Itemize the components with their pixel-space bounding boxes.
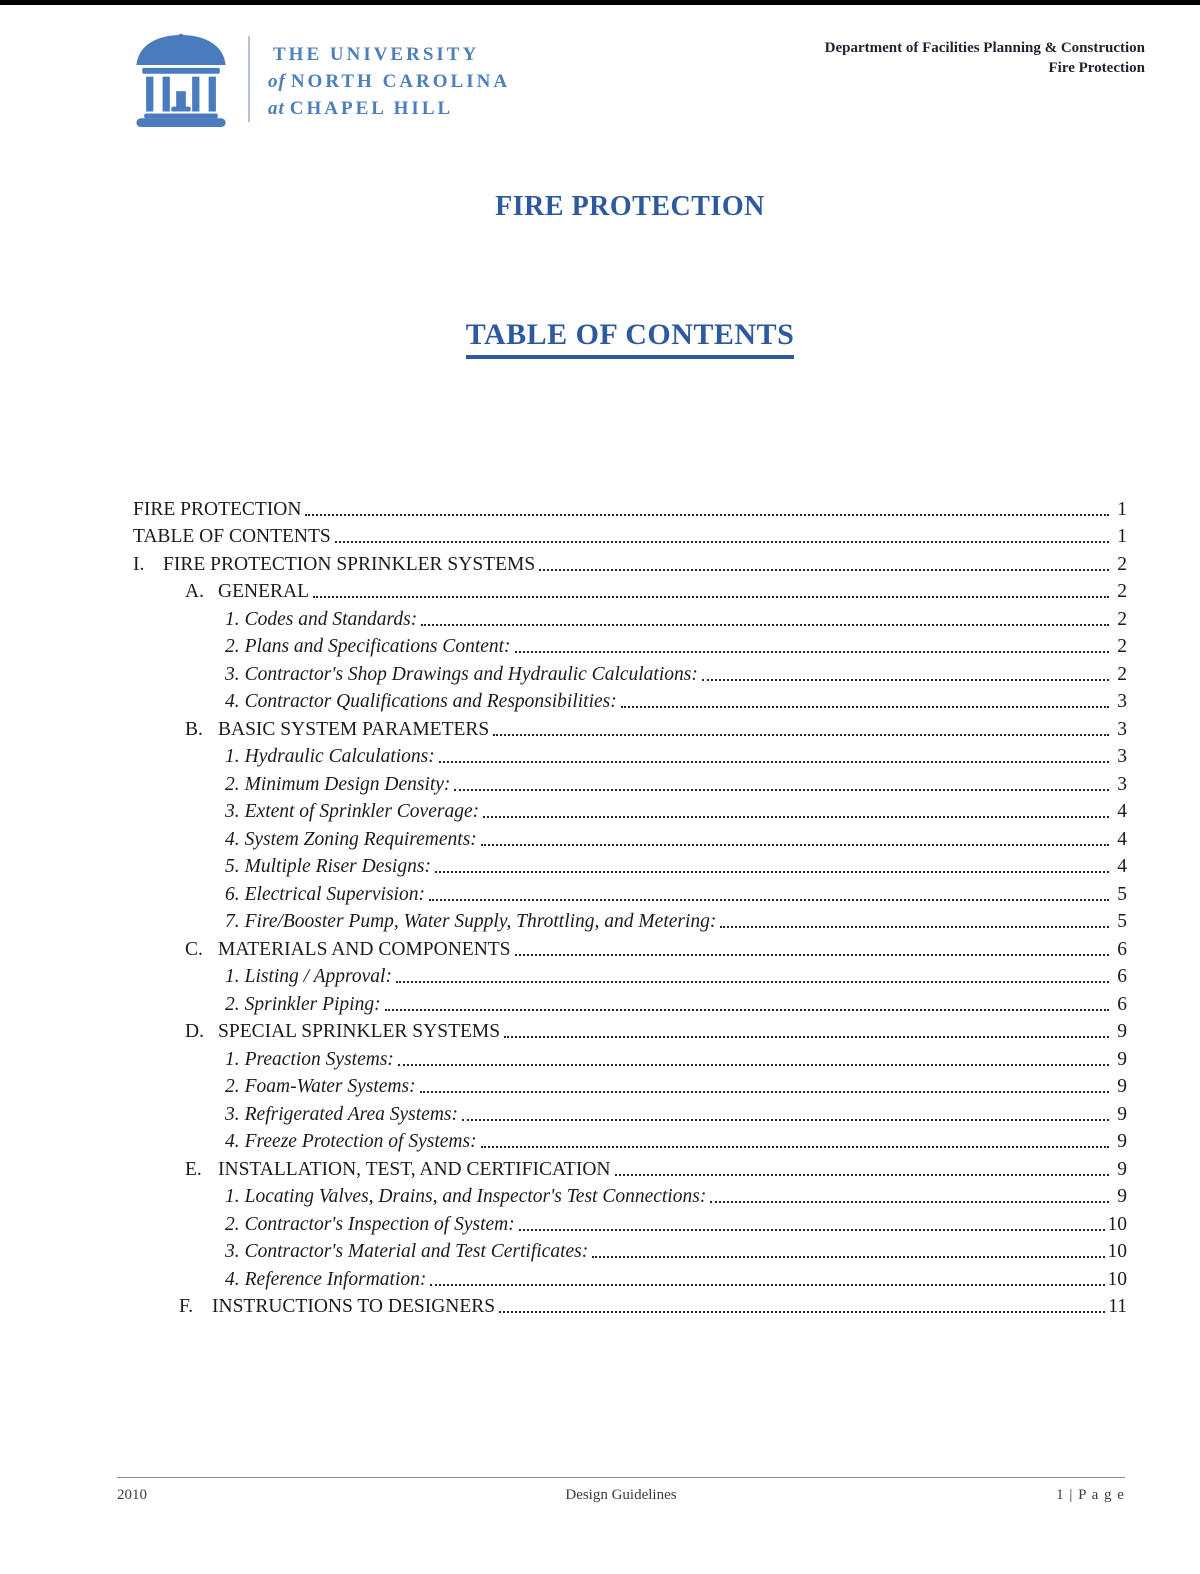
toc-page-number: 9 [1117,1076,1127,1097]
toc-entry-label: Multiple Riser Designs: [244,856,431,877]
toc-entry-label: System Zoning Requirements: [244,828,477,850]
toc-entry-number: A. [185,581,204,602]
toc-entry[interactable] [133,878,1127,906]
brand-divider [248,36,250,122]
toc-entry-number: 3. [225,1241,240,1262]
dot-leader [481,1146,1109,1148]
toc-entry-number: 2. [225,1213,240,1235]
page-header [130,33,1145,128]
toc-heading: TABLE OF CONTENTS [466,316,795,359]
toc-entry[interactable] [133,1043,1127,1071]
dot-leader [515,651,1109,653]
top-edge-bar [0,0,1200,5]
toc-entry-number: 7. [225,911,240,932]
toc-entry-label: FIRE PROTECTION [133,498,302,520]
toc-entry-label: Minimum Design Density: [244,773,451,795]
toc-entry-number: 4. [225,1268,240,1290]
toc-entry-label: FIRE PROTECTION SPRINKLER SYSTEMS [163,553,536,575]
toc-entry-label: Foam-Water Systems: [244,1076,416,1097]
dot-leader [430,1284,1104,1286]
toc-entry-number: 2. [225,773,240,795]
wordmark-line-2 [268,68,510,95]
toc-entry-label: MATERIALS AND COMPONENTS [218,938,511,960]
toc-entry[interactable] [133,933,1127,961]
toc-entry-label: Codes and Standards: [244,608,418,630]
toc-entry-label: Refrigerated Area Systems: [244,1103,458,1125]
toc-page-number: 3 [1117,773,1127,795]
toc-entry[interactable] [133,1181,1127,1209]
toc-entry-label: INSTALLATION, TEST, AND CERTIFICATION [218,1158,611,1180]
toc-entry[interactable] [133,576,1127,604]
toc-page-number: 6 [1117,993,1127,1015]
toc-entry-number: 2. [225,993,240,1015]
toc-entry-label: Fire/Booster Pump, Water Supply, Throttling, and Metering: [244,911,717,932]
toc-entry-label: Reference Information: [244,1268,427,1290]
toc-entry-number: E. [185,1158,202,1180]
toc-entry[interactable] [133,851,1127,879]
toc-page-number: 2 [1117,553,1127,575]
toc-entry-number: I. [133,553,145,575]
toc-entry-number: 1. [225,746,240,767]
wordmark-line-3 [268,95,510,122]
toc-entry-number: 5. [225,856,240,877]
dot-leader [396,981,1109,983]
toc-entry-number: 4. [225,691,240,712]
toc-page-number: 3 [1117,746,1127,767]
toc-page-number: 4 [1117,828,1127,850]
toc-page-number: 2 [1117,636,1127,657]
page-footer [117,1477,1125,1504]
dot-leader [621,706,1109,708]
dot-leader [335,541,1109,543]
toc-page-number: 4 [1117,856,1127,877]
toc-page-number: 4 [1117,801,1127,822]
toc-entry[interactable] [133,658,1127,686]
department-line-2: Fire Protection [1048,60,1145,76]
toc-entry-number: 3. [225,663,240,685]
toc-entry-number: B. [185,718,203,740]
toc-entry-label: BASIC SYSTEM PARAMETERS [218,718,490,740]
dot-leader [615,1174,1110,1176]
toc-page-number: 10 [1107,1213,1127,1235]
document-body [133,190,1127,1318]
wordmark-prefix: at [268,98,285,119]
toc-entry-number: 6. [225,883,240,905]
wordmark-prefix: of [268,71,286,92]
footer-year: 2010 [117,1487,147,1503]
dot-leader [429,899,1109,901]
unc-wordmark [268,33,510,122]
department-header [825,33,1145,78]
toc-page-number: 5 [1117,883,1127,905]
toc-entry[interactable] [133,521,1127,549]
toc-page-number: 2 [1117,581,1127,602]
toc-entry-label: INSTRUCTIONS TO DESIGNERS [212,1296,496,1317]
toc-page-number: 9 [1117,1103,1127,1125]
toc-page-number: 3 [1117,691,1127,712]
toc-entry[interactable] [133,1153,1127,1181]
toc-heading-wrap [133,316,1127,359]
toc-page-number: 2 [1117,663,1127,685]
dot-leader [504,1036,1109,1038]
toc-page-number: 3 [1117,718,1127,740]
dot-leader [481,844,1109,846]
toc-entry[interactable] [133,823,1127,851]
toc-page-number: 6 [1117,966,1127,987]
toc-entry-label: TABLE OF CONTENTS [133,526,331,547]
toc-entry[interactable] [133,796,1127,824]
dot-leader [435,871,1109,873]
dot-leader [454,789,1109,791]
toc-entry-label: Contractor's Shop Drawings and Hydraulic Calculations: [244,663,698,685]
dot-leader [720,926,1109,928]
document-title: FIRE PROTECTION [495,191,765,222]
toc-entry-number: 1. [225,1186,240,1207]
dot-leader [515,954,1109,956]
dot-leader [483,816,1109,818]
department-line-1: Department of Facilities Planning & Construction [824,40,1145,56]
toc-entry[interactable] [133,1263,1127,1291]
toc-page-number: 10 [1107,1268,1127,1290]
toc-entry-number: 4. [225,828,240,850]
unc-brand-block [130,33,510,128]
toc-page-number: 9 [1117,1158,1127,1180]
wordmark-text: CHAPEL HILL [289,98,454,119]
dot-leader [710,1201,1109,1203]
footer-page-number: 1 | P a g e [1056,1487,1125,1503]
toc-entry-label: Freeze Protection of Systems: [244,1131,477,1152]
toc-entry[interactable] [133,1126,1127,1154]
dot-leader [313,596,1109,598]
toc-entry[interactable] [133,1208,1127,1236]
wordmark-text: NORTH CAROLINA [290,71,511,92]
toc-entry-label: Preaction Systems: [244,1048,394,1070]
dot-leader [592,1256,1104,1258]
dot-leader [420,1091,1109,1093]
toc-entry-number: F. [179,1296,194,1317]
toc-entry-label: Locating Valves, Drains, and Inspector's Test Connections: [244,1186,707,1207]
toc-entry-label: SPECIAL SPRINKLER SYSTEMS [218,1021,501,1042]
toc-page-number: 9 [1117,1021,1127,1042]
toc-list [133,493,1127,1318]
toc-entry-label: Contractor's Inspection of System: [244,1213,515,1235]
toc-entry-number: 2. [225,1076,240,1097]
toc-entry[interactable] [133,603,1127,631]
toc-entry[interactable] [133,741,1127,769]
toc-entry-label: Electrical Supervision: [244,883,425,905]
toc-entry-number: 1. [225,966,240,987]
toc-entry[interactable] [133,493,1127,521]
toc-entry[interactable] [133,1236,1127,1264]
toc-entry[interactable] [133,686,1127,714]
dot-leader [493,734,1109,736]
toc-entry-label: Extent of Sprinkler Coverage: [244,801,480,822]
toc-entry-number: 2. [225,636,240,657]
toc-entry[interactable] [133,988,1127,1016]
wordmark-line-1 [268,41,510,68]
toc-entry[interactable] [133,961,1127,989]
toc-entry[interactable] [133,548,1127,576]
toc-entry-number: 3. [225,801,240,822]
toc-entry-number: 1. [225,1048,240,1070]
toc-entry[interactable] [133,906,1127,934]
toc-entry-number: 3. [225,1103,240,1125]
toc-entry-label: GENERAL [218,581,309,602]
toc-entry-label: Listing / Approval: [244,966,392,987]
toc-entry[interactable] [133,1291,1127,1319]
toc-page-number: 6 [1117,938,1127,960]
toc-page-number: 10 [1107,1241,1127,1262]
unc-old-well-icon [130,33,232,128]
toc-entry-label: Hydraulic Calculations: [244,746,435,767]
dot-leader [519,1229,1105,1231]
toc-entry[interactable] [133,768,1127,796]
footer-document-name: Design Guidelines [565,1487,677,1503]
toc-page-number: 9 [1117,1186,1127,1207]
toc-page-number: 9 [1117,1131,1127,1152]
toc-entry-number: 1. [225,608,240,630]
toc-entry-label: Sprinkler Piping: [244,993,381,1015]
dot-leader [499,1311,1105,1313]
toc-entry[interactable] [133,1016,1127,1044]
toc-page-number: 11 [1108,1296,1127,1317]
toc-entry[interactable] [133,631,1127,659]
toc-entry[interactable] [133,713,1127,741]
toc-entry-number: C. [185,938,203,960]
dot-leader [398,1064,1109,1066]
dot-leader [305,514,1109,516]
toc-entry-label: Contractor Qualifications and Responsibilities: [244,691,617,712]
dot-leader [462,1119,1109,1121]
toc-page-number: 9 [1117,1048,1127,1070]
toc-entry-label: Contractor's Material and Test Certificates: [244,1241,589,1262]
toc-page-number: 1 [1117,498,1127,520]
dot-leader [385,1009,1109,1011]
toc-page-number: 2 [1117,608,1127,630]
dot-leader [539,569,1109,571]
toc-entry-number: D. [185,1021,204,1042]
toc-entry[interactable] [133,1098,1127,1126]
toc-page-number: 1 [1117,526,1127,547]
toc-entry-label: Plans and Specifications Content: [244,636,511,657]
wordmark-text: THE UNIVERSITY [273,44,480,65]
toc-entry-number: 4. [225,1131,240,1152]
dot-leader [702,679,1109,681]
dot-leader [421,624,1109,626]
toc-entry[interactable] [133,1071,1127,1099]
dot-leader [439,761,1109,763]
toc-page-number: 5 [1117,911,1127,932]
